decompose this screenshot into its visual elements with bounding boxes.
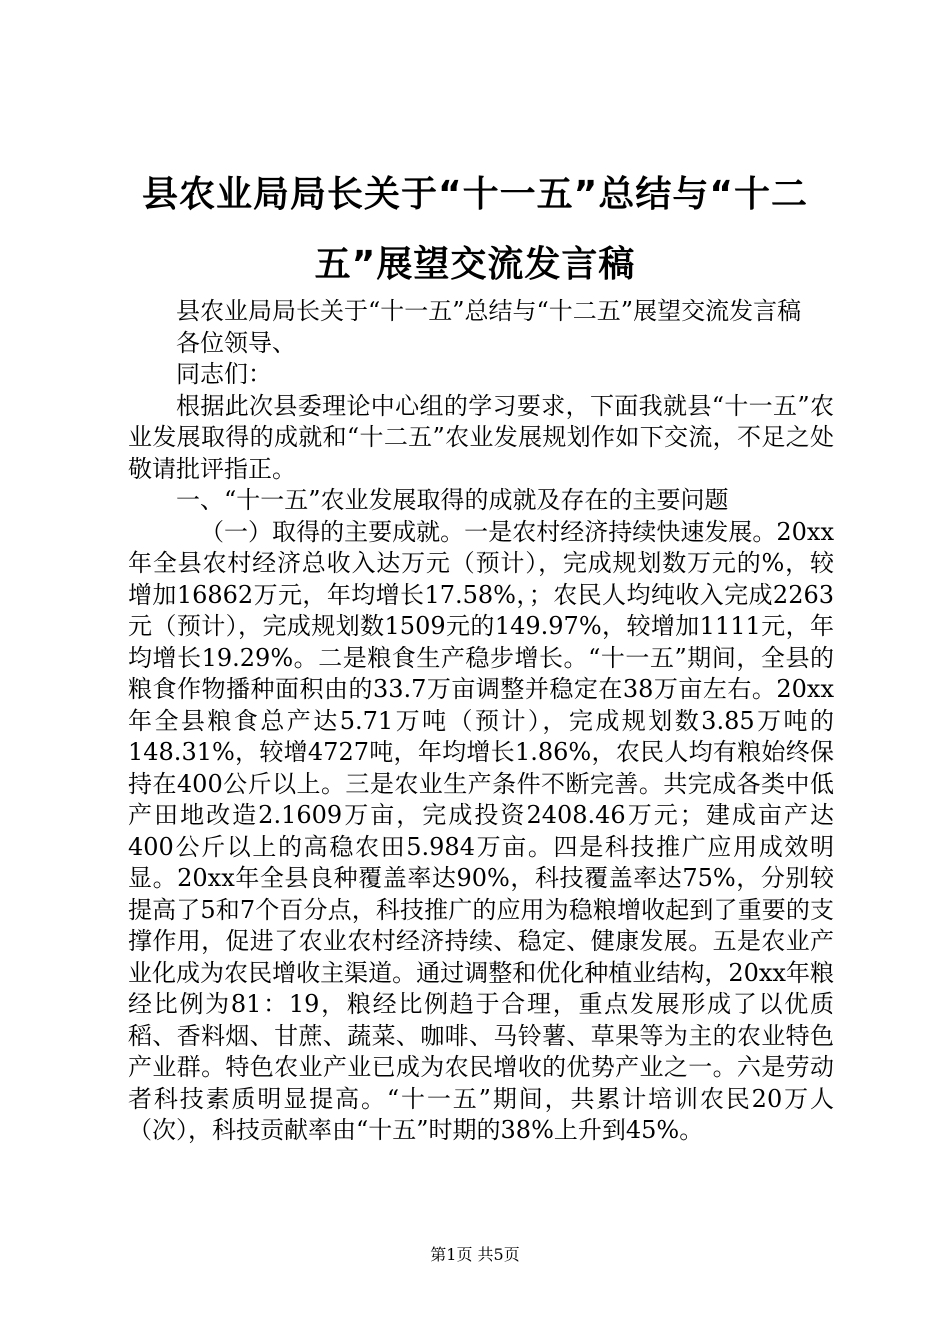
document-body [128, 296, 834, 1147]
salutation-comrades: 同志们： [176, 360, 272, 388]
intro-paragraph: 根据此次县委理论中心组的学习要求，下面我就县“十一五”农业发展取得的成就和“十二五”农业发展规划作如下交流，不足之处敬请批评指正。 [128, 391, 834, 483]
section-heading: 一、“十一五”农业发展取得的成就及存在的主要问题 [176, 486, 729, 514]
page-number: 第1页 共5页 [430, 1245, 520, 1264]
salutation-leaders: 各位领导、 [176, 328, 296, 357]
document-title: 县农业局局长关于“十一五”总结与“十二五”展望交流发言稿 [142, 174, 808, 285]
achievements-paragraph: （一）取得的主要成就。一是农村经济持续快速发展。20xx年全县农村经济总收入达万元（预计），完成规划数万元的%，较增加16862万元，年均增长17.58%，；农民人均纯收入完成2263元（预计），完成规划数1509元的149.97%，较增加1111元，年均增长19.29%。二是粮食生产稳步增长。“十一五”期间，全县的粮食作物播种面积由的33.7万亩调整并稳定在38万亩左右。20xx年全县粮食总产达5.71万吨（预计），完成规划数3.85万吨的148.31%，较增4727吨，年均增长1.86%，农民人均有粮始终保持在400公斤以上。三是农业生产条件不断完善。共完成各类中低产田地改造2.1609万亩，完成投资2408.46万元；建成亩产达400公斤以上的高稳农田5.984万亩。四是科技推广应用成效明显。20xx年全县良种覆盖率达90%，科技覆盖率达75%，分别较提高了5和7个百分点，科技推广的应用为稳粮增收起到了重要的支撑作用，促进了农业农村经济持续、稳定、健康发展。五是农业产业化成为农民增收主渠道。通过调整和优化种植业结构，20xx年粮经比例为81：19，粮经比例趋于合理，重点发展形成了以优质稻、香料烟、甘蔗、蔬菜、咖啡、马铃薯、草果等为主的农业特色产业群。特色农业产业已成为农民增收的优势产业之一。六是劳动者科技素质明显提高。“十一五”期间，共累计培训农民20万人（次），科技贡献率由“十五”时期的38%上升到45%。 [128, 517, 834, 1144]
subtitle-paragraph: 县农业局局长关于“十一五”总结与“十二五”展望交流发言稿 [176, 297, 802, 325]
